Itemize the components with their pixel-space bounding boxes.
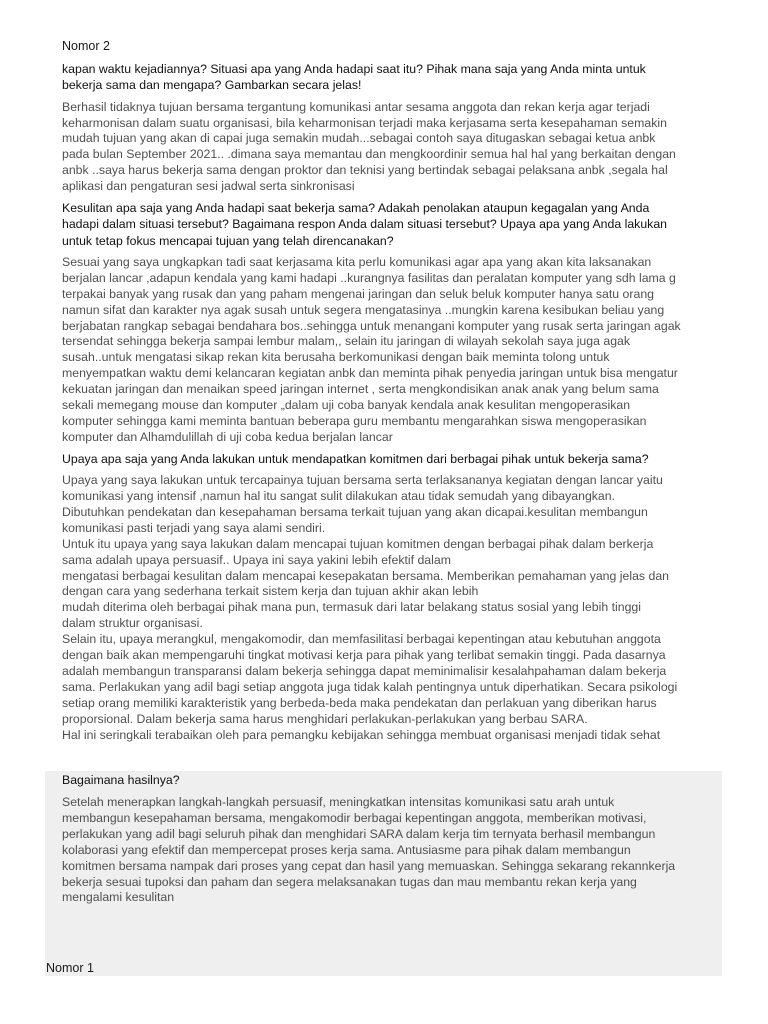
answer-line: dengan cara yang sederhana terkait sistem kerja dan tujuan akhir akan lebih [62, 584, 479, 599]
answer-line: kekuatan jaringan dan menaikan speed jaringan internet , serta mengkondisikan anak anak yang belum sama [62, 382, 659, 397]
answer-line: berjabatan rangkap sebagai bendahara bos..sehingga untuk menangani komputer yang rusak serta jaringan agak [62, 318, 681, 333]
question-1 [62, 61, 712, 94]
answer-line: Untuk itu upaya yang saya lakukan dalam mencapai tujuan komitmen dengan berbagai pihak dalam berkerja [62, 536, 654, 551]
page-number-label: Nomor 1 [46, 961, 94, 975]
answer-line: komunikasi yang intensif ,namun hal itu sangat sulit dilakukan atau tidak semudah yang dibayangkan. [62, 489, 616, 503]
answer-line: bekerja sesuai tupoksi dan paham dan segera melaksanakan tugas dan mau membantu rekan kerja yang [62, 874, 637, 889]
answer-line: kolaborasi yang efektif dan mempercepat proses kerja sama. Antusiasme para pihak dalam membangun [62, 842, 631, 857]
question-line: untuk tetap fokus mencapai tujuan yang telah direncanakan? [62, 233, 394, 248]
answer-line: Setelah menerapkan langkah-langkah persuasif, meningkatkan intensitas komunikasi satu arah untuk [62, 795, 615, 809]
answer-4 [62, 795, 712, 906]
answer-line: perlakukan yang adil bagi seluruh pihak dan menghidari SARA dalam kerja tim ternyata berhasil membangun [62, 826, 656, 841]
answer-line: komitmen bersama nampak dari proses yang cepat dan hasil yang memuaskan. Sehingga sekarang rekannkerja [62, 858, 676, 873]
answer-line: tersendat sehingga bekerja sampai lembur malam,, selain itu jaringan di wilayah sekolah saya juga agak [62, 334, 631, 349]
question-line: bekerja sama dan mengapa? Gambarkan secara jelas! [62, 78, 362, 93]
document-content [62, 61, 712, 744]
answer-line: membangun kesepahaman bersama, mengakomodir berbagai kepentingan anggota, memberikan motivasi, [62, 810, 647, 825]
answer-line: mengatasi berbagai kesulitan dalam mencapai kesepakatan bersama. Memberikan pemahaman yang jelas dan [62, 568, 670, 583]
answer-line: proporsional. Dalam bekerja sama harus menghidari perlakukan-perlakukan yang berbau SARA. [62, 711, 588, 726]
answer-line: Hal ini seringkali terabaikan oleh para pemangku kebijakan sehingga membuat organisasi menjadi tidak sehat [62, 727, 661, 742]
page-number-label: Nomor 2 [62, 39, 110, 53]
answer-line: sama. Perlakukan yang adil bagi setiap anggota juga tidak kalah pentingnya untuk diperhatikan. Secara psikologi [62, 679, 678, 694]
question-line: Kesulitan apa saja yang Anda hadapi saat bekerja sama? Adakah penolakan ataupun kegagalan yang Anda [62, 201, 650, 216]
answer-2 [62, 255, 712, 446]
question-line: Upaya apa saja yang Anda lakukan untuk mendapatkan komitmen dari berbagai pihak untuk bekerja sama? [62, 451, 649, 466]
answer-line: aplikasi dan pengaturan sesi jadwal serta sinkronisasi [62, 179, 355, 194]
answer-line: sama adalah upaya persuasif.. Upaya ini saya yakini lebih efektif dalam [62, 552, 451, 567]
question-2 [62, 200, 712, 249]
answer-line: keharmonisan dalam suatu organisasi, bila keharmonisan terjadi maka kerjasama serta kesepahaman semakin [62, 115, 667, 130]
answer-line: sekali memegang mouse dan komputer „dalam uji coba banyak kendala anak kesulitan mengoperasikan [62, 398, 631, 413]
answer-line: berjalan lancar ,adapun kendala yang kami hadapi ..kurangnya fasilitas dan peralatan komputer yang sdh lama g [62, 270, 676, 285]
answer-3 [62, 473, 712, 743]
answer-line: Upaya yang saya lakukan untuk tercapainya tujuan bersama serta terlaksananya kegiatan dengan lancar yaitu [62, 473, 663, 488]
question-line: Bagaimana hasilnya? [62, 773, 180, 787]
answer-line: komunikasi pasti terjadi yang saya alami sendiri. [62, 520, 326, 535]
answer-line: anbk ..saya harus bekerja sama dengan proktor dan teknisi yang bertindak sebagai pelaksana anbk ,segala hal [62, 163, 668, 178]
answer-line: setiap orang memiliki karakteristik yang berbeda-beda maka pendekatan dan perlakuan yang diberikan harus [62, 695, 657, 710]
answer-line: Dibutuhkan pendekatan dan kesepahaman bersama terkait tujuan yang akan dicapai.kesulitan membangun [62, 504, 648, 519]
answer-line: dalam struktur organisasi. [62, 616, 203, 631]
answer-line: mudah tujuan yang akan di capai juga semakin mudah...sebagai contoh saya ditugaskan sebagai ketua anbk [62, 131, 656, 146]
question-line: hadapi dalam situasi tersebut? Bagaimana respon Anda dalam situasi tersebut? Upaya apa yang Anda lakukan [62, 217, 667, 232]
answer-line: Berhasil tidaknya tujuan bersama tergantung komunikasi antar sesama anggota dan rekan kerja agar terjadi [62, 99, 650, 114]
question-line: kapan waktu kejadiannya? Situasi apa yang Anda hadapi saat itu? Pihak mana saja yang Anda minta untuk [62, 62, 646, 76]
answer-line: pada bulan September 2021.. .dimana saya memantau dan mengkoordinir semua hal hal yang berkaitan dengan [62, 147, 676, 162]
answer-line: susah..untuk mengatasi sikap rekan kita berusaha berkomunikasi dengan baik meminta tolong untuk [62, 350, 610, 365]
answer-line: dengan baik akan mempengaruhi tingkat motivasi kerja para pihak yang terlibat semakin tinggi. Pada dasarnya [62, 648, 666, 663]
answer-line: namun sifat dan karakter nya agak susah untuk segera mengatasinya ..mungkin karena kesibukan beliau yang [62, 302, 665, 317]
answer-1 [62, 100, 712, 195]
answer-line: Sesuai yang saya ungkapkan tadi saat kerjasama kita perlu komunikasi agar apa yang akan kita laksanakan [62, 254, 652, 269]
answer-line: menyempatkan waktu demi kelancaran kegiatan anbk dan meminta pihak penyedia jaringan untuk bisa mengatur [62, 366, 678, 381]
answer-line: adalah membangun transparansi dalam bekerja sehingga dapat meminimalisir kesalahpahaman dalam bekerja [62, 663, 667, 678]
question-4 [62, 772, 712, 788]
answer-line: komputer sehingga kami meminta bantuan beberapa guru membantu mengarahkan siswa mengoperasikan [62, 413, 647, 428]
question-3 [62, 451, 712, 467]
answer-line: terpakai banyak yang rusak dan yang paham mengenai jaringan dan seluk beluk komputer hanya satu orang [62, 286, 655, 301]
answer-line: mudah diterima oleh berbagai pihak mana pun, termasuk dari latar belakang status sosial yang lebih tinggi [62, 600, 641, 615]
answer-line: komputer dan Alhamdulillah di uji coba kedua berjalan lancar [62, 429, 393, 444]
answer-line: mengalami kesulitan [62, 890, 175, 905]
answer-line: Selain itu, upaya merangkul, mengakomodir, dan memfasilitasi berbagai kepentingan atau kebutuhan anggota [62, 632, 661, 647]
